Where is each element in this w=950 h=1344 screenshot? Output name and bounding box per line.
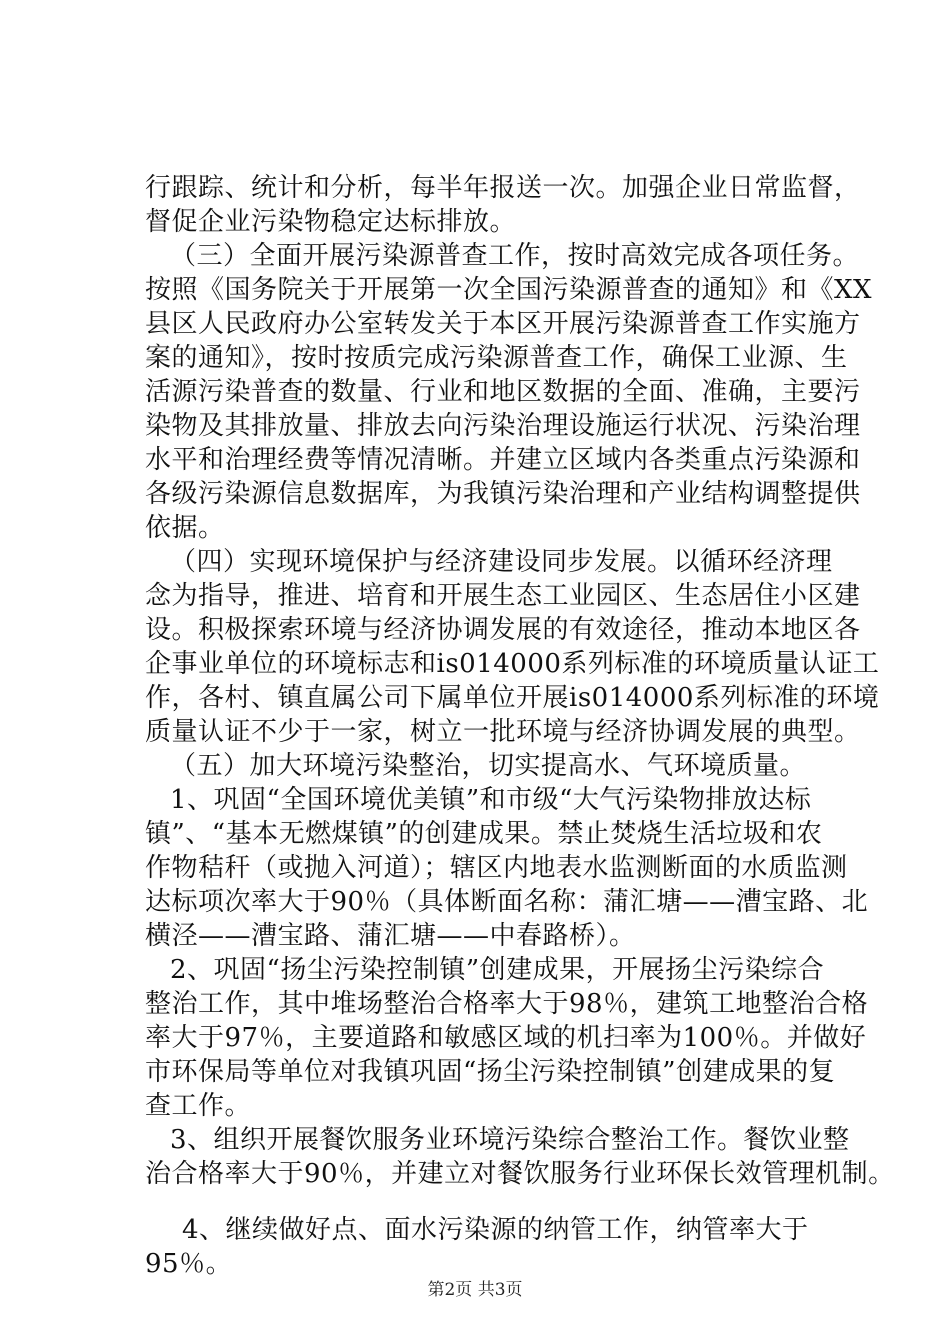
text-line: 企事业单位的环境标志和is014000系列标准的环境质量认证工 <box>145 649 880 679</box>
section-heading-5: （五）加大环境污染整治，切实提高水、气环境质量。 <box>170 751 807 781</box>
text-line: 水平和治理经费等情况清晰。并建立区域内各类重点污染源和 <box>145 445 861 475</box>
text-line: 案的通知》，按时按质完成污染源普查工作，确保工业源、生 <box>145 343 848 373</box>
text-line: 质量认证不少于一家，树立一批环境与经济协调发展的典型。 <box>145 717 861 747</box>
text-line: 率大于97％，主要道路和敏感区域的机扫率为100％。并做好 <box>145 1023 867 1053</box>
item-2-line: 2、巩固“扬尘污染控制镇”创建成果，开展扬尘污染综合 <box>170 955 825 985</box>
text-line: 按照《国务院关于开展第一次全国污染源普查的通知》和《XX <box>145 275 873 305</box>
text-line: 95％。 <box>145 1249 233 1279</box>
text-line: 各级污染源信息数据库，为我镇污染治理和产业结构调整提供 <box>145 479 861 509</box>
text-line: 整治工作，其中堆场整治合格率大于98％，建筑工地整治合格 <box>145 989 869 1019</box>
text-line: 督促企业污染物稳定达标排放。 <box>145 207 517 237</box>
text-line: 达标项次率大于90％（具体断面名称：蒲汇塘——漕宝路、北 <box>145 887 869 917</box>
text-line: 作物秸秆（或抛入河道）；辖区内地表水监测断面的水质监测 <box>145 853 848 883</box>
text-line: 镇”、“基本无燃煤镇”的创建成果。禁止焚烧生活垃圾和农 <box>145 819 823 849</box>
text-line: 横泾——漕宝路、蒲汇塘——中春路桥）。 <box>145 921 636 951</box>
text-line: 染物及其排放量、排放去向污染治理设施运行状况、污染治理 <box>145 411 861 441</box>
text-line: 设。积极探索环境与经济协调发展的有效途径，推动本地区各 <box>145 615 861 645</box>
text-line: 查工作。 <box>145 1091 252 1121</box>
text-line: 行跟踪、统计和分析，每半年报送一次。加强企业日常监督， <box>145 173 861 203</box>
page-number: 第2页 共3页 <box>427 1280 523 1300</box>
text-line: 作，各村、镇直属公司下属单位开展is014000系列标准的环境 <box>145 683 880 713</box>
item-1-line: 1、巩固“全国环境优美镇”和市级“大气污染物排放达标 <box>170 785 812 815</box>
text-line: 市环保局等单位对我镇巩固“扬尘污染控制镇”创建成果的复 <box>145 1057 836 1087</box>
section-heading-4: （四）实现环境保护与经济建设同步发展。以循环经济理 <box>170 547 833 577</box>
item-3-line: 3、组织开展餐饮服务业环境污染综合整治工作。餐饮业整 <box>170 1125 850 1155</box>
text-line: 依据。 <box>145 513 225 543</box>
item-4-line: 4、继续做好点、面水污染源的纳管工作，纳管率大于 <box>182 1215 809 1245</box>
text-line: 活源污染普查的数量、行业和地区数据的全面、准确，主要污 <box>145 377 861 407</box>
text-line: 治合格率大于90％，并建立对餐饮服务行业环保长效管理机制。 <box>145 1159 895 1189</box>
section-heading-3: （三）全面开展污染源普查工作，按时高效完成各项任务。 <box>170 241 860 271</box>
text-line: 念为指导，推进、培育和开展生态工业园区、生态居住小区建 <box>145 581 861 611</box>
text-line: 县区人民政府办公室转发关于本区开展污染源普查工作实施方 <box>145 309 861 339</box>
